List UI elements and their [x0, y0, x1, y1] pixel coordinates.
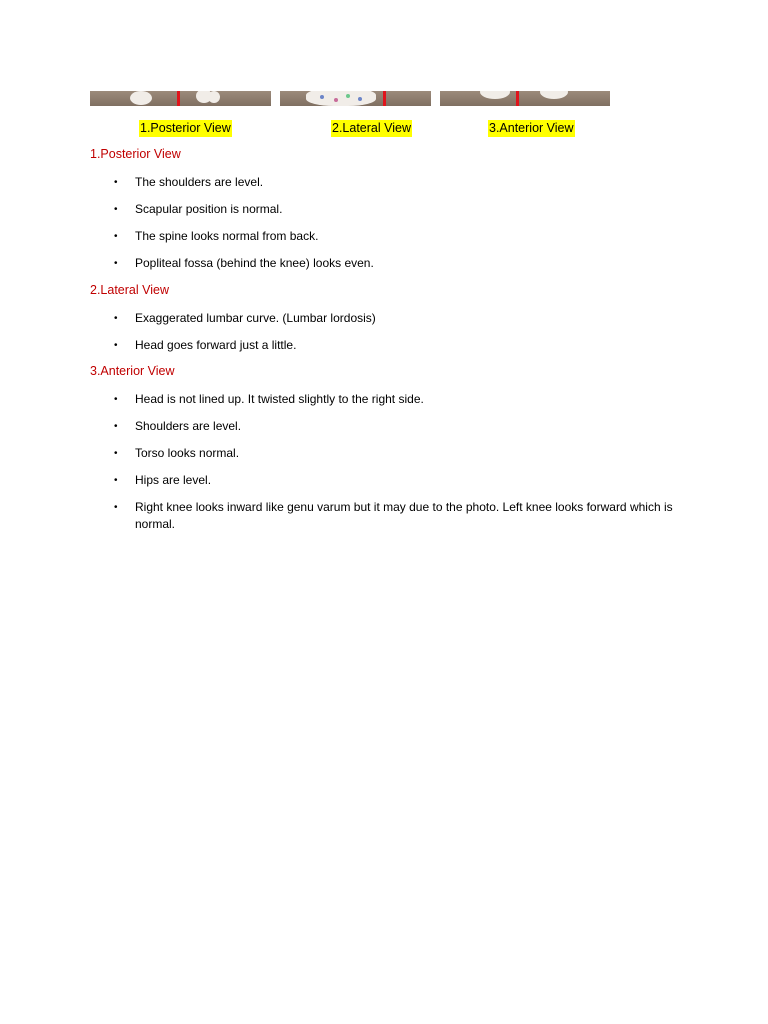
- lateral-photo-foot: [306, 91, 376, 106]
- list-item: [0, 201, 675, 218]
- lateral-photo-pattern-dot: [346, 94, 350, 98]
- list-item: [0, 418, 675, 435]
- list-item: [0, 445, 675, 462]
- heading-lateral: 2.Lateral View: [90, 283, 169, 297]
- list-item-text: Shoulders are level.: [135, 419, 242, 433]
- bullet-icon: •: [114, 421, 118, 432]
- anterior-plumb-line: [516, 91, 519, 106]
- lateral-photo-pattern-dot: [320, 95, 324, 99]
- list-lateral: [0, 310, 675, 364]
- bullet-icon: •: [114, 204, 118, 215]
- lateral-photo: [280, 91, 431, 106]
- list-item: [0, 255, 675, 272]
- heading-posterior: 1.Posterior View: [90, 147, 181, 161]
- list-item-text: Scapular position is normal.: [135, 202, 283, 216]
- lateral-photo-pattern-dot: [358, 97, 362, 101]
- list-item-text: Head is not lined up. It twisted slightly to the right side.: [135, 392, 424, 406]
- lateral-plumb-line: [383, 91, 386, 106]
- posterior-photo: [90, 91, 271, 106]
- list-item: [0, 310, 675, 327]
- list-item: [0, 174, 675, 191]
- list-item: [0, 391, 675, 408]
- bullet-icon: •: [114, 231, 118, 242]
- list-item: [0, 337, 675, 354]
- bullet-icon: •: [114, 394, 118, 405]
- list-item: [0, 472, 675, 489]
- posterior-plumb-line: [177, 91, 180, 106]
- list-item-text: Hips are level.: [135, 473, 212, 487]
- caption-lateral: 2.Lateral View: [332, 121, 411, 135]
- list-item-text: Torso looks normal.: [135, 446, 240, 460]
- list-item-text: The spine looks normal from back.: [135, 229, 319, 243]
- lateral-photo-pattern-dot: [334, 98, 338, 102]
- list-posterior: [0, 174, 675, 282]
- bullet-icon: •: [114, 340, 118, 351]
- bullet-icon: •: [114, 313, 118, 324]
- bullet-icon: •: [114, 502, 118, 513]
- list-item: [0, 228, 675, 245]
- posterior-photo-foot-left: [130, 91, 152, 105]
- list-item-text: Popliteal fossa (behind the knee) looks even.: [135, 256, 374, 270]
- caption-posterior: 1.Posterior View: [140, 121, 231, 135]
- heading-anterior: 3.Anterior View: [90, 364, 175, 378]
- list-item: [0, 499, 675, 533]
- list-item-text: Exaggerated lumbar curve. (Lumbar lordosis): [135, 311, 376, 325]
- list-anterior: [0, 391, 675, 543]
- list-item-text: The shoulders are level.: [135, 175, 264, 189]
- bullet-icon: •: [114, 258, 118, 269]
- bullet-icon: •: [114, 177, 118, 188]
- bullet-icon: •: [114, 475, 118, 486]
- anterior-photo: [440, 91, 610, 106]
- list-item-text: Right knee looks inward like genu varum but it may due to the photo. Left knee looks forward which is normal.: [135, 500, 673, 531]
- list-item-text: Head goes forward just a little.: [135, 338, 297, 352]
- caption-anterior: 3.Anterior View: [489, 121, 574, 135]
- bullet-icon: •: [114, 448, 118, 459]
- posterior-photo-foot-right-2: [208, 91, 220, 103]
